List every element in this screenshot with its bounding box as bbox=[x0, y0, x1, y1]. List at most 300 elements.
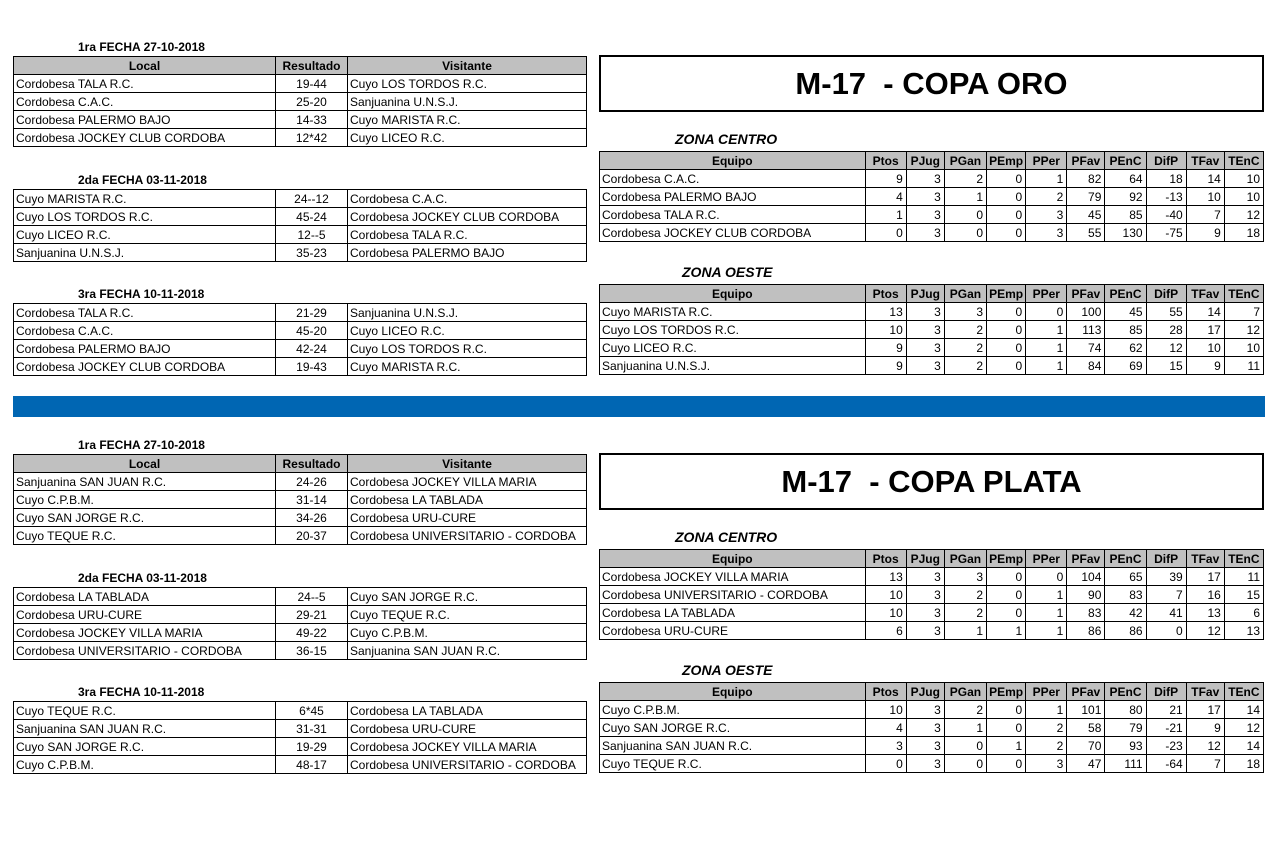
oro-zona-oeste-title: ZONA OESTE bbox=[682, 264, 773, 280]
team-name: Cuyo C.P.B.M. bbox=[600, 701, 866, 719]
match-result: 24-26 bbox=[276, 473, 348, 491]
stat-pemp: 1 bbox=[987, 737, 1026, 755]
stat-tenc: 11 bbox=[1224, 568, 1263, 586]
table-row bbox=[14, 509, 587, 527]
visiting-team: Cordobesa PALERMO BAJO bbox=[348, 244, 587, 262]
stat-pper: 0 bbox=[1026, 303, 1067, 321]
local-team: Cuyo TEQUE R.C. bbox=[14, 527, 276, 545]
stat-pjug: 3 bbox=[906, 568, 944, 586]
stat-penc: 83 bbox=[1105, 586, 1146, 604]
stat-pjug: 3 bbox=[906, 206, 944, 224]
header-pgan: PGan bbox=[944, 683, 986, 701]
round-title: 1ra FECHA 27-10-2018 bbox=[78, 40, 205, 54]
visiting-team: Cordobesa JOCKEY VILLA MARIA bbox=[348, 738, 587, 756]
header-difp: DifP bbox=[1146, 152, 1186, 170]
stat-pfav: 101 bbox=[1067, 701, 1105, 719]
stat-pper: 1 bbox=[1026, 339, 1067, 357]
local-team: Sanjuanina SAN JUAN R.C. bbox=[14, 473, 276, 491]
header-pfav: PFav bbox=[1067, 285, 1105, 303]
local-team: Cuyo SAN JORGE R.C. bbox=[14, 509, 276, 527]
stat-pper: 1 bbox=[1026, 604, 1067, 622]
stat-ptos: 10 bbox=[865, 586, 906, 604]
local-team: Cordobesa C.A.C. bbox=[14, 93, 276, 111]
stat-pgan: 2 bbox=[944, 604, 986, 622]
stat-pfav: 74 bbox=[1067, 339, 1105, 357]
stat-difp: -23 bbox=[1146, 737, 1186, 755]
match-result: 19-43 bbox=[276, 358, 348, 376]
stat-pemp: 0 bbox=[987, 339, 1026, 357]
stat-tenc: 10 bbox=[1224, 339, 1263, 357]
stat-penc: 86 bbox=[1105, 622, 1146, 640]
stat-penc: 42 bbox=[1105, 604, 1146, 622]
stat-tfav: 9 bbox=[1186, 357, 1224, 375]
table-row bbox=[14, 756, 587, 774]
header-equipo: Equipo bbox=[600, 550, 866, 568]
visiting-team: Cuyo MARISTA R.C. bbox=[348, 358, 587, 376]
stat-pemp: 0 bbox=[987, 701, 1026, 719]
table-row bbox=[14, 624, 587, 642]
local-team: Cordobesa TALA R.C. bbox=[14, 75, 276, 93]
team-name: Cuyo LOS TORDOS R.C. bbox=[600, 321, 866, 339]
stat-pjug: 3 bbox=[906, 719, 944, 737]
header-tenc: TEnC bbox=[1224, 152, 1263, 170]
stat-pemp: 0 bbox=[987, 719, 1026, 737]
stat-penc: 93 bbox=[1105, 737, 1146, 755]
oro-zona-centro-title: ZONA CENTRO bbox=[675, 131, 778, 147]
stat-difp: -13 bbox=[1146, 188, 1186, 206]
stat-difp: 39 bbox=[1146, 568, 1186, 586]
local-team: Sanjuanina SAN JUAN R.C. bbox=[14, 720, 276, 738]
stat-pper: 3 bbox=[1026, 755, 1067, 773]
visiting-team: Cuyo TEQUE R.C. bbox=[348, 606, 587, 624]
local-team: Cuyo C.P.B.M. bbox=[14, 756, 276, 774]
header-visitante: Visitante bbox=[348, 455, 587, 473]
match-result: 31-31 bbox=[276, 720, 348, 738]
match-result: 24--5 bbox=[276, 588, 348, 606]
stat-pgan: 2 bbox=[944, 701, 986, 719]
stat-tenc: 14 bbox=[1224, 737, 1263, 755]
header-pjug: PJug bbox=[906, 285, 944, 303]
header-pper: PPer bbox=[1026, 683, 1067, 701]
stat-pfav: 82 bbox=[1067, 170, 1105, 188]
table-row bbox=[14, 527, 587, 545]
team-name: Cuyo LICEO R.C. bbox=[600, 339, 866, 357]
stat-pjug: 3 bbox=[906, 622, 944, 640]
stat-difp: -75 bbox=[1146, 224, 1186, 242]
stat-pper: 1 bbox=[1026, 586, 1067, 604]
standings-table bbox=[599, 549, 1264, 640]
stat-pemp: 0 bbox=[987, 568, 1026, 586]
header-pjug: PJug bbox=[906, 683, 944, 701]
stat-pgan: 2 bbox=[944, 586, 986, 604]
stat-pjug: 3 bbox=[906, 170, 944, 188]
table-row bbox=[14, 473, 587, 491]
stat-penc: 80 bbox=[1105, 701, 1146, 719]
stat-tfav: 17 bbox=[1186, 568, 1224, 586]
round-title: 3ra FECHA 10-11-2018 bbox=[78, 685, 205, 699]
stat-pgan: 0 bbox=[944, 755, 986, 773]
header-pemp: PEmp bbox=[987, 683, 1026, 701]
stat-tenc: 12 bbox=[1224, 206, 1263, 224]
fixture-header-row bbox=[14, 455, 587, 473]
header-difp: DifP bbox=[1146, 550, 1186, 568]
visiting-team: Cuyo MARISTA R.C. bbox=[348, 111, 587, 129]
match-result: 35-23 bbox=[276, 244, 348, 262]
stat-tfav: 7 bbox=[1186, 206, 1224, 224]
stat-tfav: 17 bbox=[1186, 321, 1224, 339]
match-result: 20-37 bbox=[276, 527, 348, 545]
table-row bbox=[600, 604, 1264, 622]
header-penc: PEnC bbox=[1105, 285, 1146, 303]
header-tenc: TEnC bbox=[1224, 285, 1263, 303]
header-pemp: PEmp bbox=[987, 152, 1026, 170]
stat-ptos: 10 bbox=[865, 321, 906, 339]
stat-tenc: 18 bbox=[1224, 755, 1263, 773]
header-pfav: PFav bbox=[1067, 152, 1105, 170]
standings-header-row bbox=[600, 683, 1264, 701]
stat-pper: 0 bbox=[1026, 568, 1067, 586]
stat-ptos: 9 bbox=[865, 170, 906, 188]
header-pgan: PGan bbox=[944, 285, 986, 303]
header-local: Local bbox=[14, 455, 276, 473]
visiting-team: Cordobesa LA TABLADA bbox=[348, 702, 587, 720]
stat-tenc: 12 bbox=[1224, 719, 1263, 737]
header-tenc: TEnC bbox=[1224, 550, 1263, 568]
local-team: Cuyo MARISTA R.C. bbox=[14, 190, 276, 208]
local-team: Cordobesa JOCKEY VILLA MARIA bbox=[14, 624, 276, 642]
table-row bbox=[600, 568, 1264, 586]
local-team: Cordobesa JOCKEY CLUB CORDOBA bbox=[14, 129, 276, 147]
stat-pjug: 3 bbox=[906, 339, 944, 357]
stat-penc: 111 bbox=[1105, 755, 1146, 773]
stat-tfav: 17 bbox=[1186, 701, 1224, 719]
round-title: 2da FECHA 03-11-2018 bbox=[78, 571, 207, 585]
header-ptos: Ptos bbox=[865, 683, 906, 701]
visiting-team: Cordobesa LA TABLADA bbox=[348, 491, 587, 509]
team-name: Sanjuanina SAN JUAN R.C. bbox=[600, 737, 866, 755]
stat-pfav: 55 bbox=[1067, 224, 1105, 242]
stat-pgan: 1 bbox=[944, 188, 986, 206]
header-pgan: PGan bbox=[944, 152, 986, 170]
stat-pper: 2 bbox=[1026, 188, 1067, 206]
match-result: 42-24 bbox=[276, 340, 348, 358]
standings-header-row bbox=[600, 550, 1264, 568]
visiting-team: Cordobesa URU-CURE bbox=[348, 720, 587, 738]
stat-pemp: 0 bbox=[987, 321, 1026, 339]
stat-pjug: 3 bbox=[906, 188, 944, 206]
match-result: 12*42 bbox=[276, 129, 348, 147]
local-team: Cuyo SAN JORGE R.C. bbox=[14, 738, 276, 756]
stat-difp: 18 bbox=[1146, 170, 1186, 188]
table-row bbox=[14, 588, 587, 606]
team-name: Cordobesa C.A.C. bbox=[600, 170, 866, 188]
stat-difp: 28 bbox=[1146, 321, 1186, 339]
header-equipo: Equipo bbox=[600, 683, 866, 701]
copa-oro-title: M-17 - COPA ORO bbox=[599, 55, 1264, 112]
team-name: Cuyo TEQUE R.C. bbox=[600, 755, 866, 773]
visiting-team: Sanjuanina U.N.S.J. bbox=[348, 93, 587, 111]
header-penc: PEnC bbox=[1105, 152, 1146, 170]
stat-tenc: 15 bbox=[1224, 586, 1263, 604]
stat-difp: -64 bbox=[1146, 755, 1186, 773]
header-pjug: PJug bbox=[906, 550, 944, 568]
local-team: Cuyo TEQUE R.C. bbox=[14, 702, 276, 720]
header-penc: PEnC bbox=[1105, 683, 1146, 701]
stat-pfav: 90 bbox=[1067, 586, 1105, 604]
stat-pfav: 100 bbox=[1067, 303, 1105, 321]
visiting-team: Cuyo LICEO R.C. bbox=[348, 129, 587, 147]
stat-tfav: 9 bbox=[1186, 719, 1224, 737]
visiting-team: Sanjuanina U.N.S.J. bbox=[348, 304, 587, 322]
header-tfav: TFav bbox=[1186, 152, 1224, 170]
table-row bbox=[14, 491, 587, 509]
team-name: Cordobesa JOCKEY VILLA MARIA bbox=[600, 568, 866, 586]
header-resultado: Resultado bbox=[276, 455, 348, 473]
local-team: Cordobesa JOCKEY CLUB CORDOBA bbox=[14, 358, 276, 376]
stat-pfav: 70 bbox=[1067, 737, 1105, 755]
stat-tfav: 10 bbox=[1186, 188, 1224, 206]
team-name: Cordobesa UNIVERSITARIO - CORDOBA bbox=[600, 586, 866, 604]
match-result: 14-33 bbox=[276, 111, 348, 129]
stat-ptos: 10 bbox=[865, 604, 906, 622]
header-ptos: Ptos bbox=[865, 285, 906, 303]
fixture-table bbox=[13, 701, 587, 774]
stat-tenc: 10 bbox=[1224, 188, 1263, 206]
stat-pgan: 0 bbox=[944, 737, 986, 755]
stat-pper: 1 bbox=[1026, 701, 1067, 719]
table-row bbox=[600, 737, 1264, 755]
stat-tfav: 7 bbox=[1186, 755, 1224, 773]
stat-tfav: 12 bbox=[1186, 622, 1224, 640]
table-row bbox=[14, 702, 587, 720]
visiting-team: Cordobesa UNIVERSITARIO - CORDOBA bbox=[348, 756, 587, 774]
match-result: 34-26 bbox=[276, 509, 348, 527]
stat-pjug: 3 bbox=[906, 357, 944, 375]
header-ptos: Ptos bbox=[865, 550, 906, 568]
visiting-team: Cordobesa C.A.C. bbox=[348, 190, 587, 208]
stat-pgan: 2 bbox=[944, 170, 986, 188]
stat-pper: 3 bbox=[1026, 206, 1067, 224]
stat-tfav: 13 bbox=[1186, 604, 1224, 622]
match-result: 12--5 bbox=[276, 226, 348, 244]
header-resultado: Resultado bbox=[276, 57, 348, 75]
match-result: 31-14 bbox=[276, 491, 348, 509]
match-result: 29-21 bbox=[276, 606, 348, 624]
match-result: 24--12 bbox=[276, 190, 348, 208]
stat-tenc: 7 bbox=[1224, 303, 1263, 321]
stat-pper: 1 bbox=[1026, 321, 1067, 339]
header-local: Local bbox=[14, 57, 276, 75]
header-pjug: PJug bbox=[906, 152, 944, 170]
stat-pemp: 0 bbox=[987, 188, 1026, 206]
stat-ptos: 3 bbox=[865, 737, 906, 755]
stat-pfav: 113 bbox=[1067, 321, 1105, 339]
header-visitante: Visitante bbox=[348, 57, 587, 75]
stat-pfav: 47 bbox=[1067, 755, 1105, 773]
stat-tfav: 14 bbox=[1186, 303, 1224, 321]
stat-pfav: 86 bbox=[1067, 622, 1105, 640]
header-pper: PPer bbox=[1026, 285, 1067, 303]
stat-pemp: 0 bbox=[987, 206, 1026, 224]
stat-pgan: 3 bbox=[944, 303, 986, 321]
stat-difp: -21 bbox=[1146, 719, 1186, 737]
visiting-team: Cordobesa URU-CURE bbox=[348, 509, 587, 527]
stat-pper: 3 bbox=[1026, 224, 1067, 242]
stat-tfav: 10 bbox=[1186, 339, 1224, 357]
visiting-team: Cordobesa JOCKEY CLUB CORDOBA bbox=[348, 208, 587, 226]
local-team: Cordobesa URU-CURE bbox=[14, 606, 276, 624]
stat-pemp: 0 bbox=[987, 604, 1026, 622]
stat-pfav: 45 bbox=[1067, 206, 1105, 224]
team-name: Cordobesa LA TABLADA bbox=[600, 604, 866, 622]
stat-ptos: 4 bbox=[865, 188, 906, 206]
stat-ptos: 9 bbox=[865, 357, 906, 375]
fixture-table bbox=[13, 454, 587, 545]
stat-difp: 15 bbox=[1146, 357, 1186, 375]
team-name: Cordobesa JOCKEY CLUB CORDOBA bbox=[600, 224, 866, 242]
stat-pfav: 58 bbox=[1067, 719, 1105, 737]
fixture-table bbox=[13, 587, 587, 660]
table-row bbox=[14, 738, 587, 756]
stat-pemp: 0 bbox=[987, 586, 1026, 604]
header-equipo: Equipo bbox=[600, 152, 866, 170]
stat-penc: 62 bbox=[1105, 339, 1146, 357]
stat-pjug: 3 bbox=[906, 737, 944, 755]
match-result: 19-44 bbox=[276, 75, 348, 93]
stat-pgan: 2 bbox=[944, 321, 986, 339]
stat-penc: 130 bbox=[1105, 224, 1146, 242]
match-result: 45-24 bbox=[276, 208, 348, 226]
stat-pjug: 3 bbox=[906, 755, 944, 773]
stat-ptos: 9 bbox=[865, 339, 906, 357]
match-result: 6*45 bbox=[276, 702, 348, 720]
plata-round-3 bbox=[13, 683, 586, 774]
table-row bbox=[14, 720, 587, 738]
stat-difp: 41 bbox=[1146, 604, 1186, 622]
stat-difp: -40 bbox=[1146, 206, 1186, 224]
stat-ptos: 0 bbox=[865, 755, 906, 773]
table-row bbox=[600, 622, 1264, 640]
stat-tenc: 6 bbox=[1224, 604, 1263, 622]
visiting-team: Cordobesa TALA R.C. bbox=[348, 226, 587, 244]
visiting-team: Sanjuanina SAN JUAN R.C. bbox=[348, 642, 587, 660]
local-team: Cordobesa LA TABLADA bbox=[14, 588, 276, 606]
header-tenc: TEnC bbox=[1224, 683, 1263, 701]
round-title: 2da FECHA 03-11-2018 bbox=[78, 173, 207, 187]
match-result: 48-17 bbox=[276, 756, 348, 774]
copa-plata-title: M-17 - COPA PLATA bbox=[599, 453, 1264, 510]
team-name: Cordobesa PALERMO BAJO bbox=[600, 188, 866, 206]
stat-ptos: 13 bbox=[865, 568, 906, 586]
local-team: Cordobesa TALA R.C. bbox=[14, 304, 276, 322]
header-difp: DifP bbox=[1146, 285, 1186, 303]
header-tfav: TFav bbox=[1186, 550, 1224, 568]
match-result: 49-22 bbox=[276, 624, 348, 642]
plata-zona-oeste-standings bbox=[599, 682, 1264, 773]
stat-tfav: 9 bbox=[1186, 224, 1224, 242]
stat-ptos: 1 bbox=[865, 206, 906, 224]
header-difp: DifP bbox=[1146, 683, 1186, 701]
header-ptos: Ptos bbox=[865, 152, 906, 170]
stat-pemp: 0 bbox=[987, 224, 1026, 242]
round-title: 1ra FECHA 27-10-2018 bbox=[78, 438, 205, 452]
stat-pemp: 0 bbox=[987, 755, 1026, 773]
stat-tenc: 18 bbox=[1224, 224, 1263, 242]
stat-pper: 1 bbox=[1026, 357, 1067, 375]
team-name: Cordobesa TALA R.C. bbox=[600, 206, 866, 224]
stat-difp: 55 bbox=[1146, 303, 1186, 321]
stat-tfav: 16 bbox=[1186, 586, 1224, 604]
stat-pgan: 3 bbox=[944, 568, 986, 586]
table-row bbox=[600, 719, 1264, 737]
stat-penc: 45 bbox=[1105, 303, 1146, 321]
stat-tenc: 14 bbox=[1224, 701, 1263, 719]
stat-penc: 92 bbox=[1105, 188, 1146, 206]
stat-difp: 7 bbox=[1146, 586, 1186, 604]
visiting-team: Cuyo C.P.B.M. bbox=[348, 624, 587, 642]
local-team: Cordobesa PALERMO BAJO bbox=[14, 111, 276, 129]
stat-pjug: 3 bbox=[906, 224, 944, 242]
local-team: Sanjuanina U.N.S.J. bbox=[14, 244, 276, 262]
stat-difp: 12 bbox=[1146, 339, 1186, 357]
stat-pemp: 0 bbox=[987, 170, 1026, 188]
stat-penc: 85 bbox=[1105, 206, 1146, 224]
header-pfav: PFav bbox=[1067, 550, 1105, 568]
local-team: Cordobesa UNIVERSITARIO - CORDOBA bbox=[14, 642, 276, 660]
stat-pemp: 1 bbox=[987, 622, 1026, 640]
match-result: 36-15 bbox=[276, 642, 348, 660]
stat-pgan: 1 bbox=[944, 719, 986, 737]
stat-tenc: 11 bbox=[1224, 357, 1263, 375]
local-team: Cordobesa C.A.C. bbox=[14, 322, 276, 340]
visiting-team: Cordobesa UNIVERSITARIO - CORDOBA bbox=[348, 527, 587, 545]
stat-pper: 2 bbox=[1026, 719, 1067, 737]
stat-penc: 69 bbox=[1105, 357, 1146, 375]
plata-zona-centro-title: ZONA CENTRO bbox=[675, 529, 778, 545]
local-team: Cuyo C.P.B.M. bbox=[14, 491, 276, 509]
local-team: Cuyo LOS TORDOS R.C. bbox=[14, 208, 276, 226]
plata-zona-centro-standings bbox=[599, 549, 1264, 640]
stat-pfav: 79 bbox=[1067, 188, 1105, 206]
table-row bbox=[600, 586, 1264, 604]
stat-pjug: 3 bbox=[906, 303, 944, 321]
stat-pjug: 3 bbox=[906, 604, 944, 622]
stat-pgan: 1 bbox=[944, 622, 986, 640]
plata-zona-oeste-title: ZONA OESTE bbox=[682, 662, 773, 678]
header-penc: PEnC bbox=[1105, 550, 1146, 568]
visiting-team: Cuyo LOS TORDOS R.C. bbox=[348, 340, 587, 358]
stat-penc: 65 bbox=[1105, 568, 1146, 586]
table-row bbox=[14, 606, 587, 624]
stat-pper: 1 bbox=[1026, 170, 1067, 188]
stat-pjug: 3 bbox=[906, 586, 944, 604]
table-row bbox=[600, 701, 1264, 719]
stat-pfav: 83 bbox=[1067, 604, 1105, 622]
stat-ptos: 10 bbox=[865, 701, 906, 719]
visiting-team: Cuyo LICEO R.C. bbox=[348, 322, 587, 340]
standings-table bbox=[599, 682, 1264, 773]
stat-pjug: 3 bbox=[906, 321, 944, 339]
team-name: Cordobesa URU-CURE bbox=[600, 622, 866, 640]
plata-round-1 bbox=[13, 436, 586, 545]
match-result: 19-29 bbox=[276, 738, 348, 756]
local-team: Cuyo LICEO R.C. bbox=[14, 226, 276, 244]
team-name: Sanjuanina U.N.S.J. bbox=[600, 357, 866, 375]
match-result: 25-20 bbox=[276, 93, 348, 111]
local-team: Cordobesa PALERMO BAJO bbox=[14, 340, 276, 358]
stat-pfav: 84 bbox=[1067, 357, 1105, 375]
header-equipo: Equipo bbox=[600, 285, 866, 303]
